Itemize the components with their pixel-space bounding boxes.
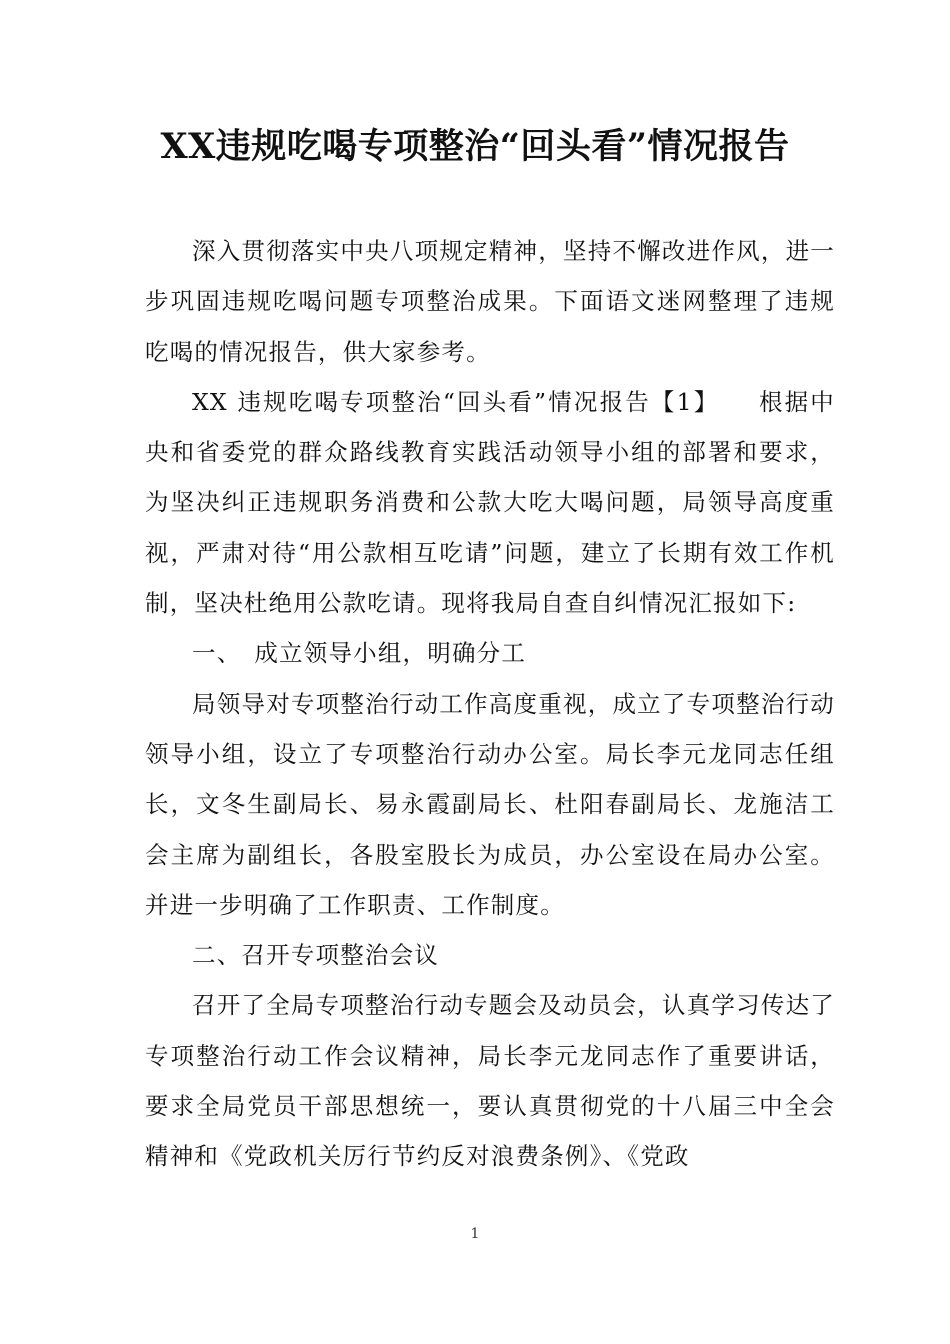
section-heading-2: 二、召开专项整治会议 xyxy=(192,941,439,970)
paragraph-intro: 深入贯彻落实中央八项规定精神，坚持不懈改进作风，进一步巩固违规吃喝问题专项整治成果。下面语文迷网整理了违规吃喝的情况报告，供大家参考。 xyxy=(145,237,835,366)
paragraph-section-2: 召开了全局专项整治行动专题会及动员会，认真学习传达了专项整治行动工作会议精神，局长李元龙同志作了重要讲话，要求全局党员干部思想统一，要认真贯彻党的十八届三中全会精神和《党政机关厉行节约反对浪费条例》、《党政 xyxy=(145,991,835,1171)
document-body xyxy=(145,226,835,1182)
paragraph-report-heading: XX 违规吃喝专项整治“回头看”情况报告【1】 根据中央和省委党的群众路线教育实践活动领导小组的部署和要求，为坚决纠正违规职务消费和公款大吃大喝问题，局领导高度重视，严肃对待“用公款相互吃请”问题，建立了长期有效工作机制，坚决杜绝用公款吃请。现将我局自查自纠情况汇报如下: xyxy=(145,387,835,618)
paragraph-section-1: 局领导对专项整治行动工作高度重视，成立了专项整治行动领导小组，设立了专项整治行动办公室。局长李元龙同志任组长，文冬生副局长、易永霞副局长、杜阳春副局长、龙施洁工会主席为副组长，各股室股长为成员，办公室设在局办公室。并进一步明确了工作职责、工作制度。 xyxy=(145,689,835,919)
section-heading-1: 一、 成立领导小组，明确分工 xyxy=(192,639,527,668)
document-title: XX违规吃喝专项整治“回头看”情况报告 xyxy=(160,126,790,168)
page-number: 1 xyxy=(470,1226,480,1242)
